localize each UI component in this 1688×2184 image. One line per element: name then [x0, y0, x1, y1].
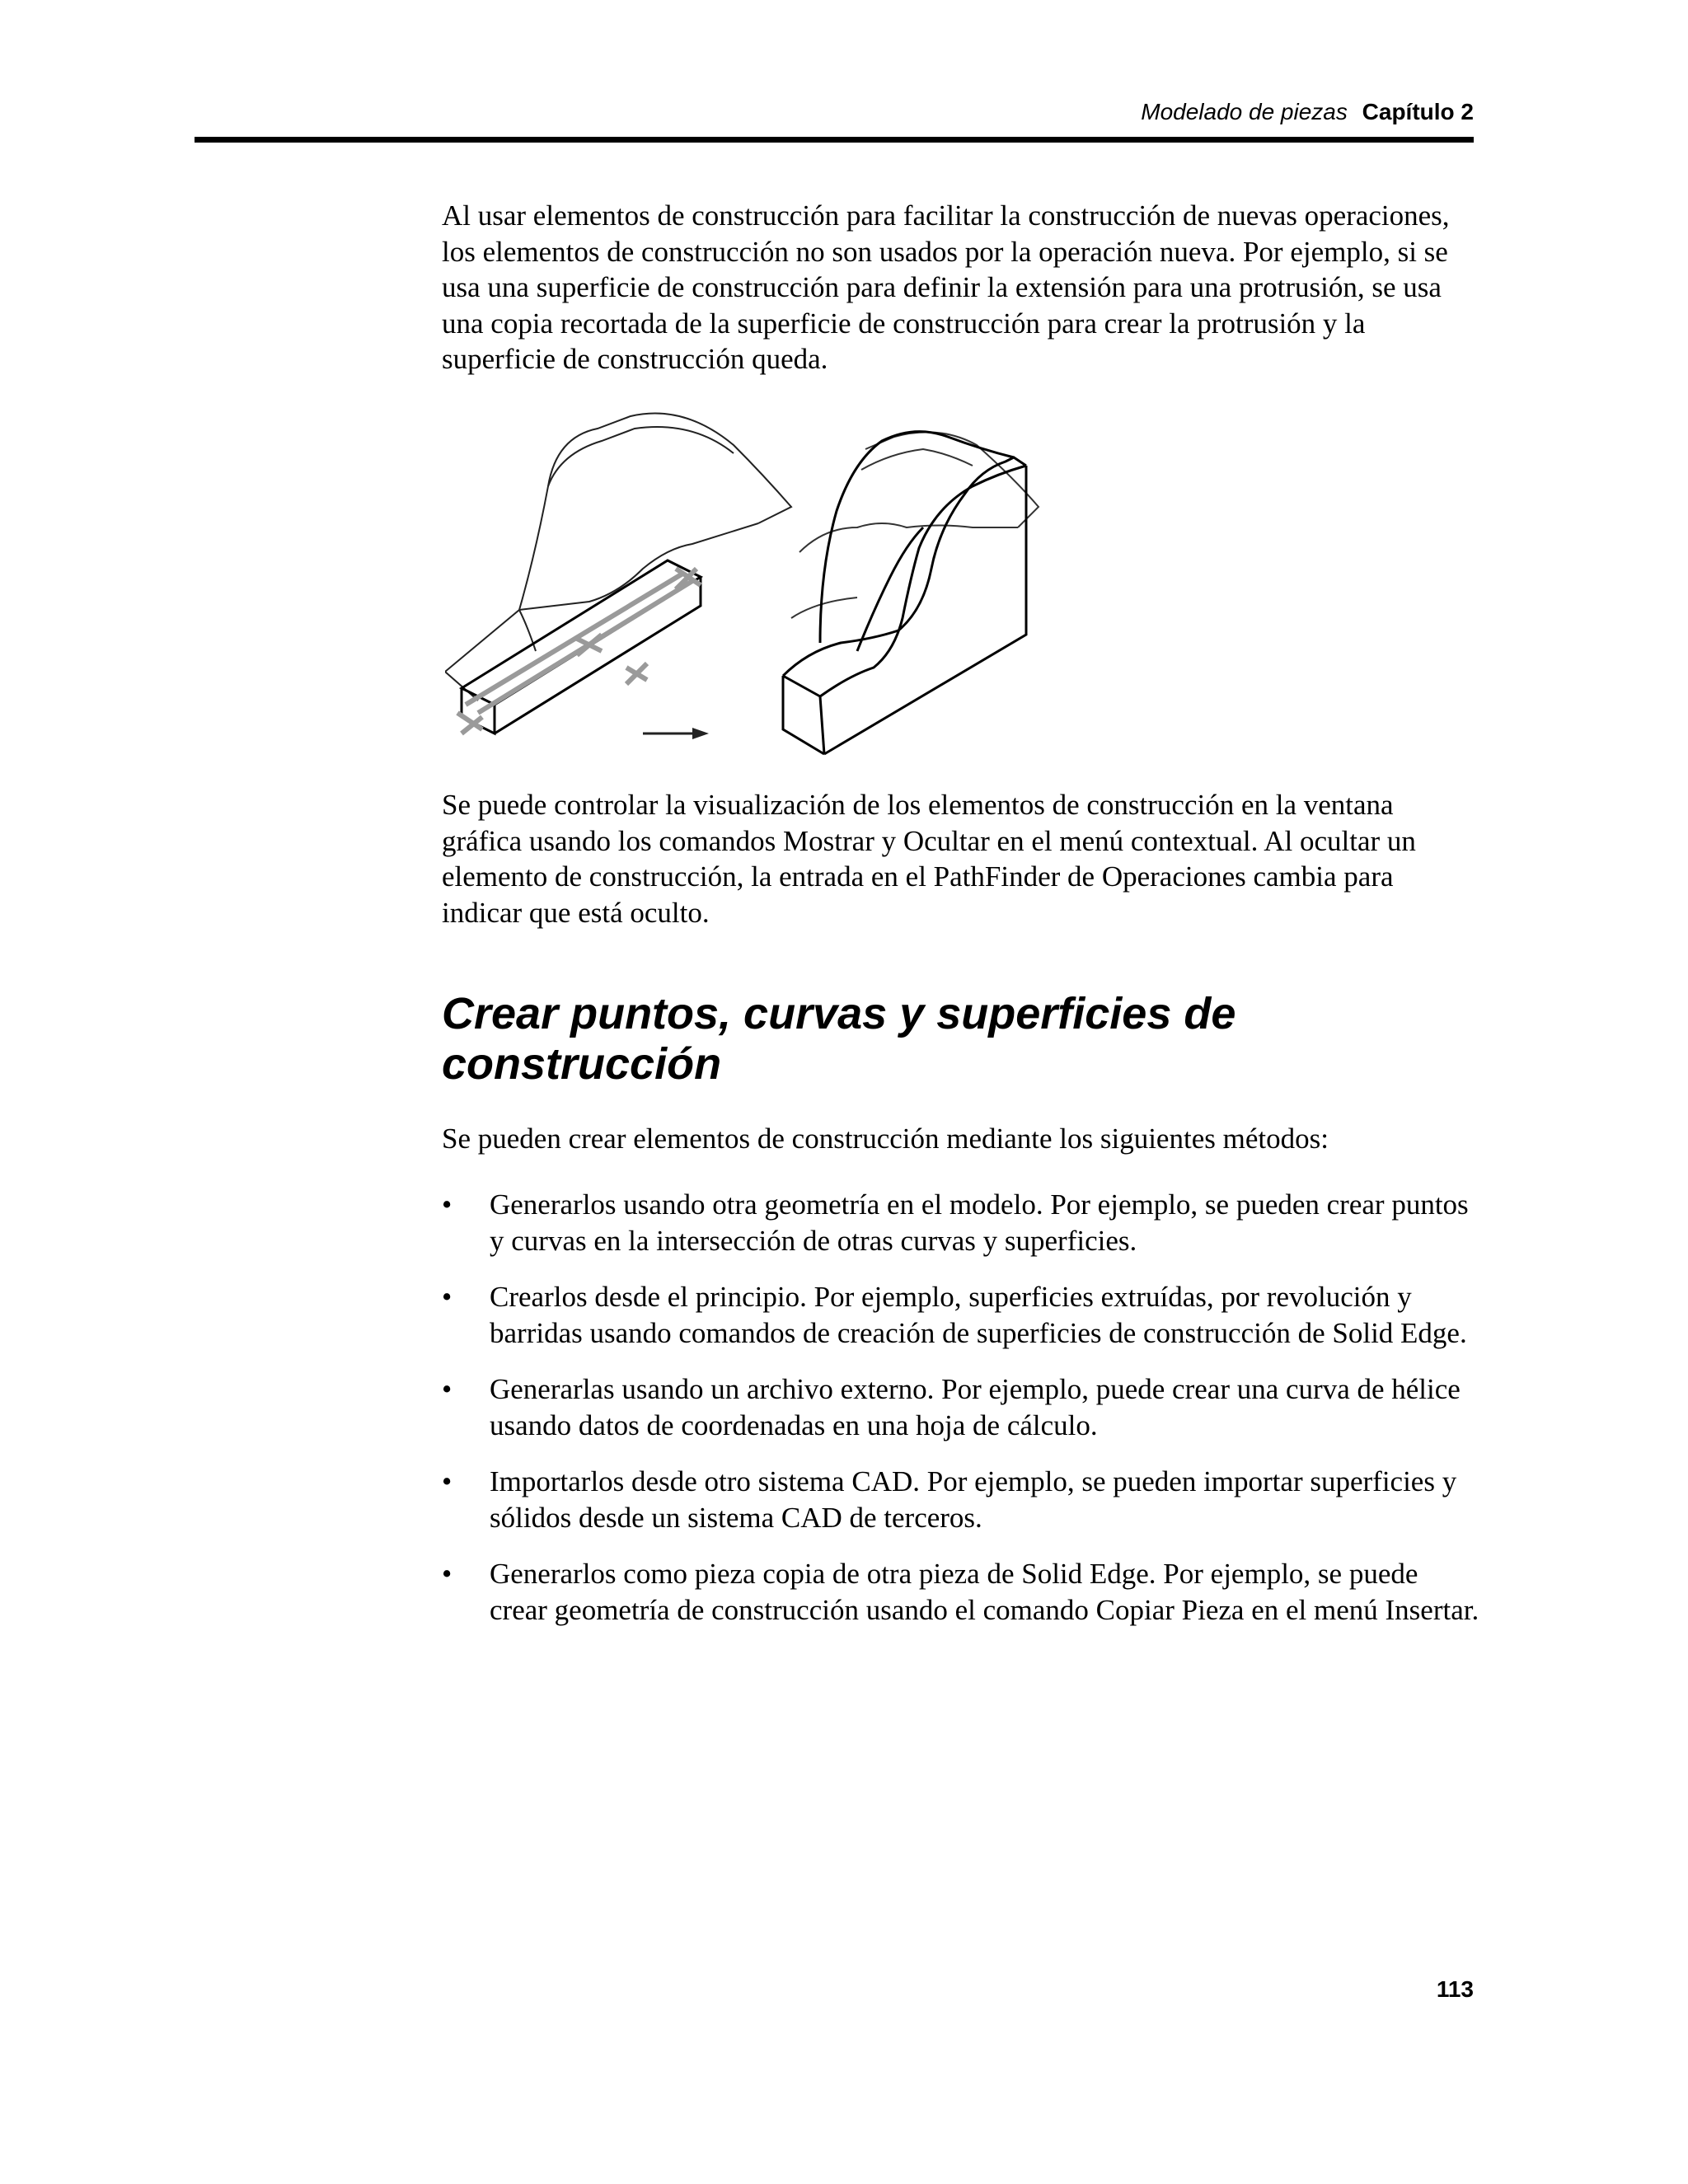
protrusion-solid-right: [783, 432, 1026, 754]
paragraph-visibility-control: Se puede controlar la visualización de los elementos de construcción en la ventana gráfica usando los comandos Mostrar y Ocultar en el menú contextual. Al ocultar un elemento de construcción, la entrada en el PathFinder de Operaciones cambia para indicar que está oculto.: [442, 789, 1416, 929]
list-item: [442, 1187, 1480, 1258]
bullet-marker: •: [442, 1373, 452, 1405]
list-item-text: Importarlos desde otro sistema CAD. Por ejemplo, se pueden importar superficies y sólidos desde un sistema CAD de terceros.: [490, 1465, 1457, 1534]
list-item-text: Generarlas usando un archivo externo. Por ejemplo, puede crear una curva de hélice usando datos de coordenadas en una hoja de cálculo.: [490, 1373, 1461, 1441]
running-header: [195, 97, 1474, 127]
methods-list: [442, 1187, 1480, 1648]
bullet-marker: •: [442, 1558, 452, 1590]
list-item-text: Crearlos desde el principio. Por ejemplo, superficies extruídas, por revolución y barridas usando comandos de creación de superficies de construcción de Solid Edge.: [490, 1281, 1467, 1349]
header-rule: [195, 137, 1474, 143]
list-item: [442, 1279, 1480, 1351]
list-item: [442, 1371, 1480, 1443]
bullet-marker: •: [442, 1188, 452, 1221]
page-number: 113: [1436, 1976, 1474, 2002]
header-chapter-label: Capítulo 2: [1362, 99, 1474, 124]
construction-surface-right: [791, 432, 1039, 618]
paragraph-construction-elements: Al usar elementos de construcción para facilitar la construcción de nuevas operaciones, los elementos de construcción no son usados por la operación nueva. Por ejemplo, si se usa una superficie de construcción para definir la extensión para una protrusión, se usa una copia recortada de la superficie de construcción para crear la protrusión y la superficie de construcción queda.: [442, 199, 1450, 375]
direction-arrow: [643, 728, 709, 739]
bullet-marker: •: [442, 1465, 452, 1497]
bullet-marker: •: [442, 1281, 452, 1313]
section-heading: Crear puntos, curvas y superficies de construcción: [442, 989, 1236, 1089]
list-item: [442, 1464, 1480, 1535]
protrusion-illustration: [445, 404, 1170, 766]
list-item-text: Generarlos usando otra geometría en el modelo. Por ejemplo, se pueden crear puntos y curvas en la intersección de otras curvas y superficies.: [490, 1188, 1469, 1257]
list-item-text: Generarlos como pieza copia de otra pieza de Solid Edge. Por ejemplo, se puede crear geometría de construcción usando el comando Copiar Pieza en el menú Insertar.: [490, 1558, 1479, 1626]
list-item: [442, 1556, 1480, 1628]
paragraph-methods-intro: Se pueden crear elementos de construcción mediante los siguientes métodos:: [442, 1122, 1329, 1155]
header-section-title: Modelado de piezas: [1141, 99, 1348, 124]
